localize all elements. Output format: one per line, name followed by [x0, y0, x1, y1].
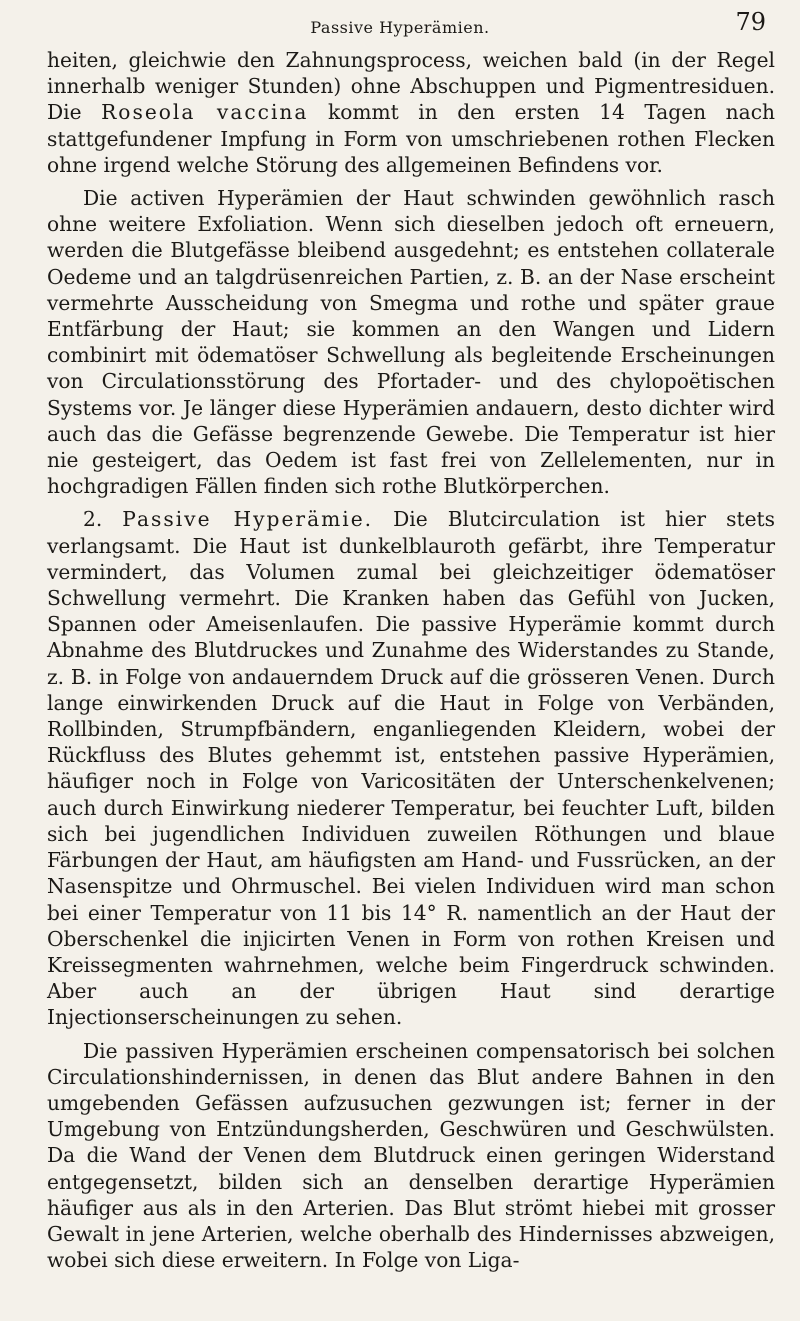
text-segment: Die Blutcirculation ist hier stets verlangsamt. Die Haut ist dunkelblauroth gefärbt, ihre Temperatur vermindert, das Volumen zumal bei gleichzeitiger ödematöser Schwellung vermehrt. Die Kranken haben das Gefühl von Jucken, Spannen oder Ameisenlaufen. Die passive Hyperämie kommt durch Abnahme des Blutdruckes und Zunahme des Widerstandes zu Stande, z. B. in Folge von andauerndem Druck auf die grösseren Venen. Durch lange einwirkenden Druck auf die Haut in Folge von Verbänden, Rollbinden, Strumpfbändern, enganliegenden Kleidern, wobei der Rückfluss des Blutes gehemmt ist, entstehen passive Hyperämien, häufiger noch in Folge von Varicositäten der Unterschenkelvenen; auch durch Einwirkung niederer Temperatur, bei feuchter Luft, bilden sich bei jugendlichen Individuen zuweilen Röthungen und blaue Färbungen der Haut, am häufigsten am Hand- und Fussrücken, an der Nasenspitze und Ohrmuschel. Bei vielen Individuen wird man schon bei einer Temperatur von 11 bis 14° R. namentlich an der Haut der Oberschenkel die injicirten Venen in Form von rothen Kreisen und Kreissegmenten wahrnehmen, welche beim Fingerdruck schwinden. Aber auch an der übrigen Haut sind derartige Injectionserscheinungen zu sehen.: [47, 507, 775, 1030]
running-title: Passive Hyperämien.: [310, 18, 490, 37]
page-number: 79: [735, 8, 766, 36]
paragraph: [47, 506, 775, 1030]
text-segment: Die passiven Hyperämien erscheinen compensatorisch bei solchen Circulationshindernissen, in denen das Blut andere Bahnen in den umgebenden Gefässen aufzusuchen gezwungen ist; ferner in der Umgebung von Entzündungsherden, Geschwüren und Geschwülsten. Da die Wand der Venen dem Blutdruck einen geringen Widerstand entgegensetzt, bilden sich an denselben derartige Hyperämien häufiger aus als in den Arterien. Das Blut strömt hiebei mit grosser Gewalt in jene Arterien, welche oberhalb des Hindernisses abzweigen, wobei sich diese erweitern. In Folge von Liga-: [47, 1038, 775, 1273]
spaced-term: Roseola vaccina: [101, 100, 309, 125]
text-segment: 2.: [83, 507, 123, 532]
paragraph: [47, 1038, 775, 1274]
paragraph: [47, 185, 775, 499]
section-heading: Passive Hyperämie.: [122, 507, 374, 532]
paragraph: [47, 47, 775, 178]
page-header: [0, 8, 800, 48]
text-segment: Die activen Hyperämien der Haut schwinden gewöhnlich rasch ohne weitere Exfoliation. Wenn sich dieselben jedoch oft erneuern, werden die Blutgefässe bleibend ausgedehnt; es entstehen collaterale Oedeme und an talgdrüsenreichen Partien, z. B. an der Nase erscheint vermehrte Ausscheidung von Smegma und rothe und später graue Entfärbung der Haut; sie kommen an den Wangen und Lidern combinirt mit ödematöser Schwellung als begleitende Erscheinungen von Circulationsstörung des Pfortader- und des chylopoëtischen Systems vor. Je länger diese Hyperämien andauern, desto dichter wird auch das die Gefässe begrenzende Gewebe. Die Temperatur ist hier nie gesteigert, das Oedem ist fast frei von Zellelementen, nur in hochgradigen Fällen finden sich rothe Blutkörperchen.: [47, 186, 775, 499]
body-text: [47, 47, 775, 1273]
text-segment: heiten, gleichwie den Zahnungsprocess, weichen bald (in der Regel innerhalb weniger Stunden) ohne Abschuppen und Pigmentresiduen. Die: [47, 48, 775, 125]
text-segment: kommt in den ersten 14 Tagen nach stattgefundener Impfung in Form von umschriebenen rothen Flecken ohne irgend welche Störung des allgemeinen Befindens vor.: [47, 100, 776, 177]
